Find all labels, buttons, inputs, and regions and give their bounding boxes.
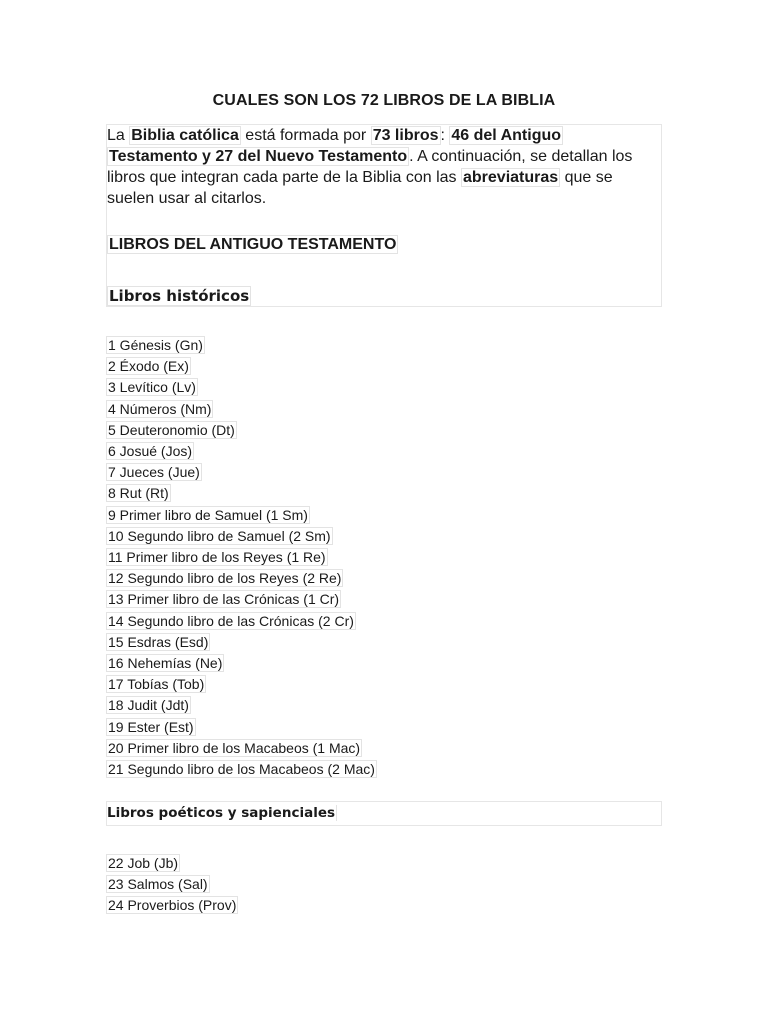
- section-heading-text: LIBROS DEL ANTIGUO TESTAMENTO: [109, 236, 397, 253]
- subheading-text: Libros históricos: [109, 287, 250, 305]
- book-list-item: [106, 441, 377, 462]
- book-entry: 4 Números (Nm): [108, 400, 212, 417]
- intro-text: . A continuación, se detallan los libros que integran cada parte de la Biblia con las: [107, 148, 633, 186]
- intro-paragraph: [107, 125, 657, 209]
- book-list-item: [106, 483, 377, 504]
- book-list-item: [106, 505, 377, 526]
- book-list-item: [106, 568, 377, 589]
- book-entry: 17 Tobías (Tob): [108, 676, 205, 693]
- book-entry: 5 Deuteronomio (Dt): [108, 421, 235, 438]
- intro-bold-testaments-b: Testamento y 27 del Nuevo Testamento: [109, 148, 408, 165]
- book-entry: 1 Génesis (Gn): [108, 337, 203, 353]
- book-list-item: [106, 717, 377, 738]
- book-list-item: [106, 420, 377, 441]
- poetic-books-list: [106, 853, 238, 917]
- book-entry: 2 Éxodo (Ex): [108, 358, 189, 375]
- book-list-item: [106, 853, 238, 874]
- book-list-item: [106, 895, 238, 916]
- book-entry: 9 Primer libro de Samuel (1 Sm): [108, 506, 308, 523]
- book-list-item: [106, 695, 377, 716]
- book-entry: 20 Primer libro de los Macabeos (1 Mac): [108, 739, 361, 756]
- subheading-poetic-books: [107, 804, 337, 821]
- intro-text: La: [107, 127, 130, 144]
- section-heading-old-testament: [107, 236, 398, 254]
- book-entry: 3 Levítico (Lv): [108, 379, 196, 396]
- book-entry: 19 Ester (Est): [108, 718, 194, 735]
- document-title: CUALES SON LOS 72 LIBROS DE LA BIBLIA: [212, 92, 556, 109]
- book-list-item: [106, 399, 377, 420]
- book-list-item: [106, 526, 377, 547]
- book-entry: 8 Rut (Rt): [108, 485, 169, 502]
- intro-bold-testaments-a: 46 del Antiguo: [451, 127, 562, 144]
- book-list-item: [106, 738, 377, 759]
- book-list-item: [106, 674, 377, 695]
- historical-books-list: [106, 335, 377, 780]
- book-list-item: [106, 356, 377, 377]
- book-entry: 15 Esdras (Esd): [108, 633, 209, 650]
- book-list-item: [106, 377, 377, 398]
- intro-bold-73-books: 73 libros: [372, 127, 439, 144]
- book-list-item: [106, 632, 377, 653]
- intro-bold-catholic-bible: Biblia católica: [131, 127, 239, 144]
- book-entry: 6 Josué (Jos): [108, 443, 193, 460]
- intro-text: :: [440, 127, 450, 144]
- book-list-item: [106, 589, 377, 610]
- book-entry: 12 Segundo libro de los Reyes (2 Re): [108, 570, 342, 587]
- book-list-item: [106, 653, 377, 674]
- intro-bold-abbreviations: abreviaturas: [463, 169, 559, 186]
- book-entry: 21 Segundo libro de los Macabeos (2 Mac): [108, 761, 375, 778]
- intro-text: está formada por: [240, 127, 371, 144]
- book-entry: 16 Nehemías (Ne): [108, 655, 223, 672]
- intro-text: que se suelen usar al citarlos.: [107, 169, 613, 207]
- book-entry: 7 Jueces (Jue): [108, 464, 200, 481]
- subheading-historical-books: [107, 287, 251, 306]
- book-entry: 11 Primer libro de los Reyes (1 Re): [108, 549, 326, 566]
- book-entry: 23 Salmos (Sal): [108, 876, 208, 893]
- book-entry: 22 Job (Jb): [108, 855, 179, 871]
- subheading-text: Libros poéticos y sapienciales: [107, 805, 336, 821]
- book-entry: 13 Primer libro de las Crónicas (1 Cr): [108, 591, 340, 608]
- book-list-item: [106, 547, 377, 568]
- book-list-item: [106, 462, 377, 483]
- book-list-item: [106, 611, 377, 632]
- book-list-item: [106, 759, 377, 780]
- book-entry: 24 Proverbios (Prov): [108, 897, 237, 914]
- book-list-item: [106, 874, 238, 895]
- book-entry: 14 Segundo libro de las Crónicas (2 Cr): [108, 612, 354, 629]
- book-entry: 18 Judit (Jdt): [108, 697, 189, 714]
- book-list-item: [106, 335, 377, 356]
- book-entry: 10 Segundo libro de Samuel (2 Sm): [108, 527, 331, 544]
